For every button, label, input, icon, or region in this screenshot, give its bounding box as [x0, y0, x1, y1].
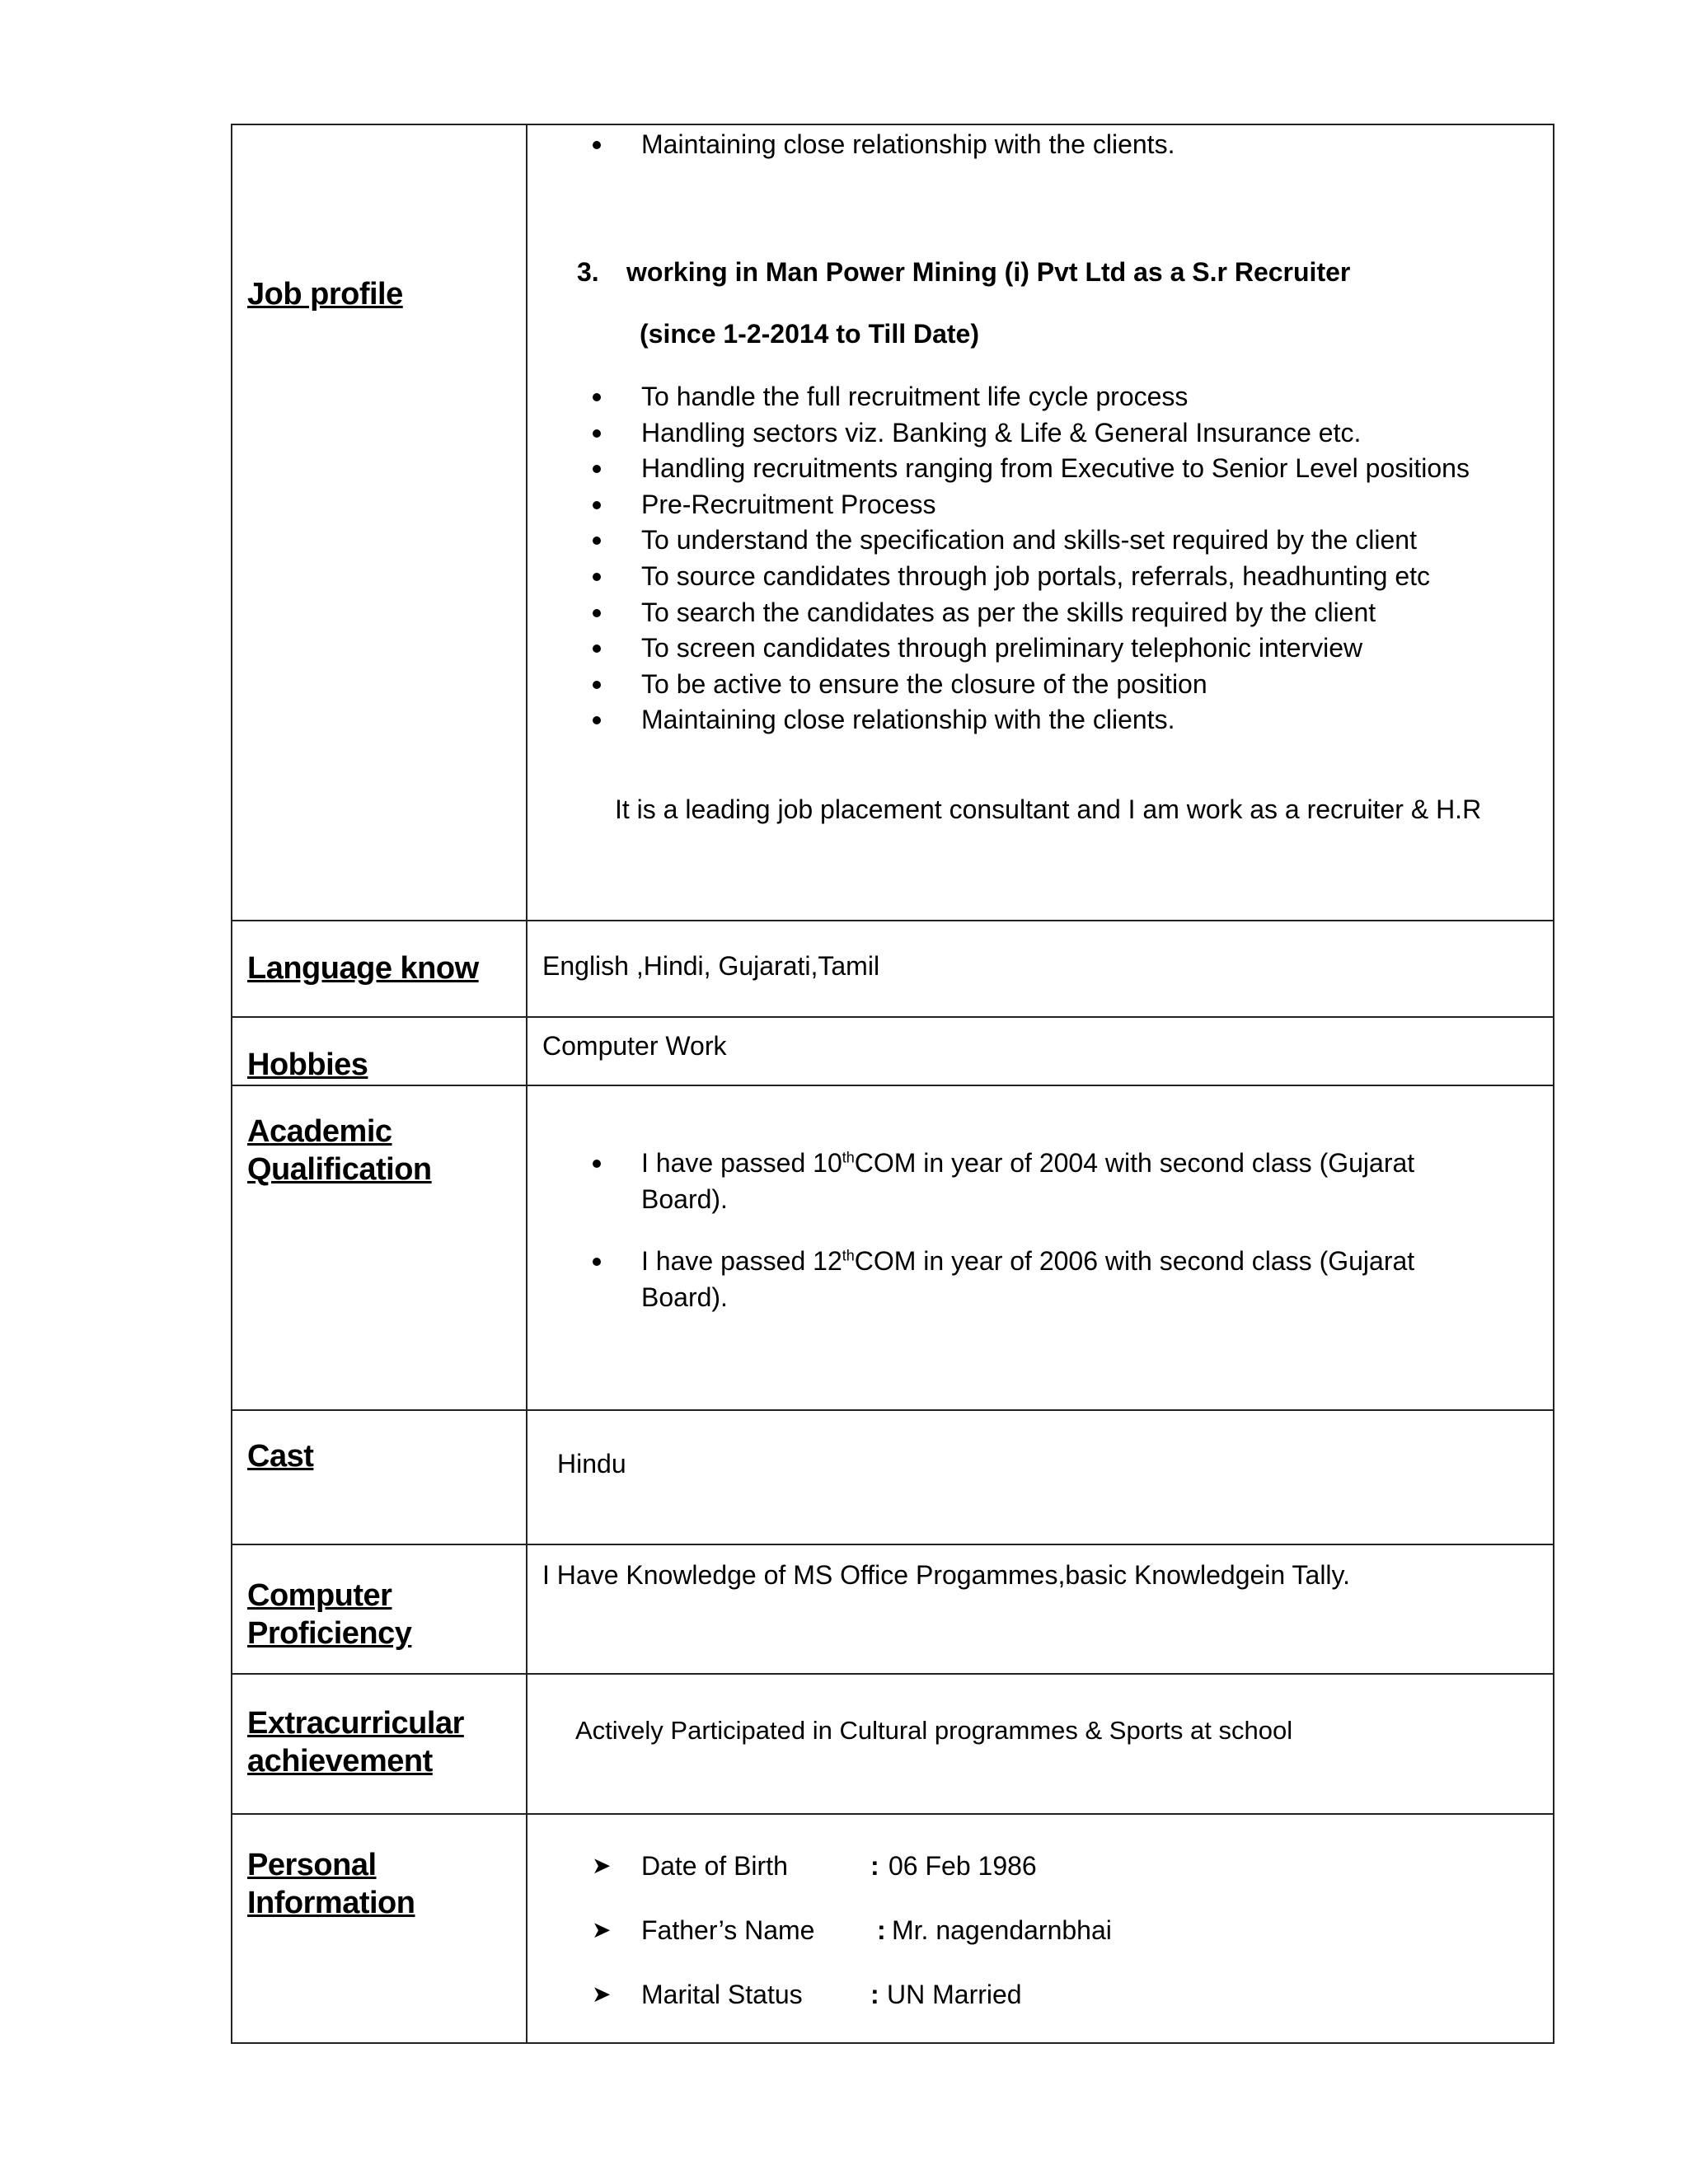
cast-row: [232, 1411, 1553, 1545]
computer-label: Computer Proficiency: [247, 1578, 412, 1651]
hobbies-value: Computer Work: [542, 1031, 727, 1061]
hobbies-label: Hobbies: [247, 1047, 368, 1082]
academic-label-cell: [232, 1086, 528, 1409]
list-item: Pre-Recruitment Process: [528, 487, 1470, 523]
bullet-icon: [593, 573, 601, 581]
resume-table: [231, 124, 1554, 2044]
computer-value-cell: [528, 1545, 1553, 1673]
personal-label: Personal Information: [247, 1848, 415, 1920]
computer-value: I Have Knowledge of MS Office Progammes,basic Knowledgein Tally.: [542, 1560, 1351, 1590]
job-heading: working in Man Power Mining (i) Pvt Ltd as a S.r Recruiter: [626, 257, 1351, 287]
list-item: Maintaining close relationship with the clients.: [528, 127, 1175, 163]
arrow-bullet-icon: ➤: [592, 1917, 612, 1943]
language-value: English ,Hindi, Gujarati,Tamil: [542, 951, 880, 981]
academic-list: [528, 1146, 1432, 1315]
hobbies-row: [232, 1018, 1553, 1086]
language-label: Language know: [247, 951, 479, 986]
job-profile-label: Job profile: [247, 277, 403, 312]
list-item: To source candidates through job portals, referrals, headhunting etc: [528, 559, 1470, 595]
list-item: I have passed 12thCOM in year of 2006 with second class (Gujarat Board).: [528, 1244, 1432, 1315]
extracurricular-value: Actively Participated in Cultural programmes & Sports at school: [575, 1716, 1293, 1745]
bullet-icon: [593, 501, 601, 509]
cast-value-cell: [528, 1411, 1553, 1544]
list-item: I have passed 10thCOM in year of 2004 with second class (Gujarat Board).: [528, 1146, 1432, 1217]
language-label-cell: [232, 921, 528, 1016]
hobbies-label-cell: [232, 1018, 528, 1085]
academic-value-cell: [528, 1086, 1553, 1409]
cast-value: Hindu: [557, 1449, 626, 1479]
academic-label: Academic Qualification: [247, 1114, 432, 1187]
job-since: (since 1-2-2014 to Till Date): [640, 319, 979, 349]
bullet-icon: [593, 393, 601, 401]
list-item: Maintaining close relationship with the clients.: [528, 702, 1470, 738]
arrow-bullet-icon: ➤: [592, 1981, 612, 2007]
language-row: [232, 921, 1553, 1018]
academic-row: [232, 1086, 1553, 1411]
bullet-icon: [593, 537, 601, 545]
bullet-icon: [593, 716, 601, 724]
bullet-icon: [593, 141, 601, 149]
bullet-icon: [593, 465, 601, 473]
extracurricular-row: [232, 1675, 1553, 1815]
personal-value-cell: ➤ Date of Birth : 06 Feb 1986 ➤ Father’s Name : Mr. nagendarnbhai ➤ Marital Status : UN Married: [592, 1851, 1112, 2009]
job-profile-value-cell: [528, 125, 1553, 920]
list-item: To handle the full recruitment life cycle process: [528, 379, 1470, 415]
bullet-icon: [593, 609, 601, 617]
list-item: To search the candidates as per the skills required by the client: [528, 595, 1470, 631]
job-profile-row: [232, 125, 1553, 921]
job-heading-number: 3.: [577, 257, 599, 287]
arrow-bullet-icon: ➤: [592, 1853, 612, 1878]
bullet-icon: [593, 1160, 601, 1168]
bullet-icon: [593, 1258, 601, 1266]
personal-label-cell: [232, 1815, 528, 2042]
job-profile-prev-bullets: [528, 127, 1175, 163]
bullet-icon: [593, 429, 601, 438]
job-responsibilities: [528, 379, 1470, 738]
cast-label: Cast: [247, 1439, 314, 1474]
bullet-icon: [593, 644, 601, 653]
job-profile-label-cell: [232, 125, 528, 920]
extracurricular-label-cell: [232, 1675, 528, 1813]
language-value-cell: [528, 921, 1553, 1016]
hobbies-value-cell: [528, 1018, 1553, 1085]
extracurricular-value-cell: [528, 1675, 1553, 1813]
list-item: Handling sectors viz. Banking & Life & General Insurance etc.: [528, 415, 1470, 452]
bullet-icon: [593, 681, 601, 689]
list-item: Handling recruitments ranging from Executive to Senior Level positions: [528, 451, 1470, 487]
list-item: To screen candidates through preliminary telephonic interview: [528, 630, 1470, 667]
personal-row: [232, 1815, 1553, 2042]
computer-row: [232, 1545, 1553, 1675]
job-note: It is a leading job placement consultant and I am work as a recruiter & H.R: [615, 794, 1482, 824]
extracurricular-label: Extracurricular achievement: [247, 1706, 464, 1779]
cast-label-cell: [232, 1411, 528, 1544]
list-item: To understand the specification and skills-set required by the client: [528, 523, 1470, 559]
computer-label-cell: [232, 1545, 528, 1673]
list-item: To be active to ensure the closure of the position: [528, 667, 1470, 703]
